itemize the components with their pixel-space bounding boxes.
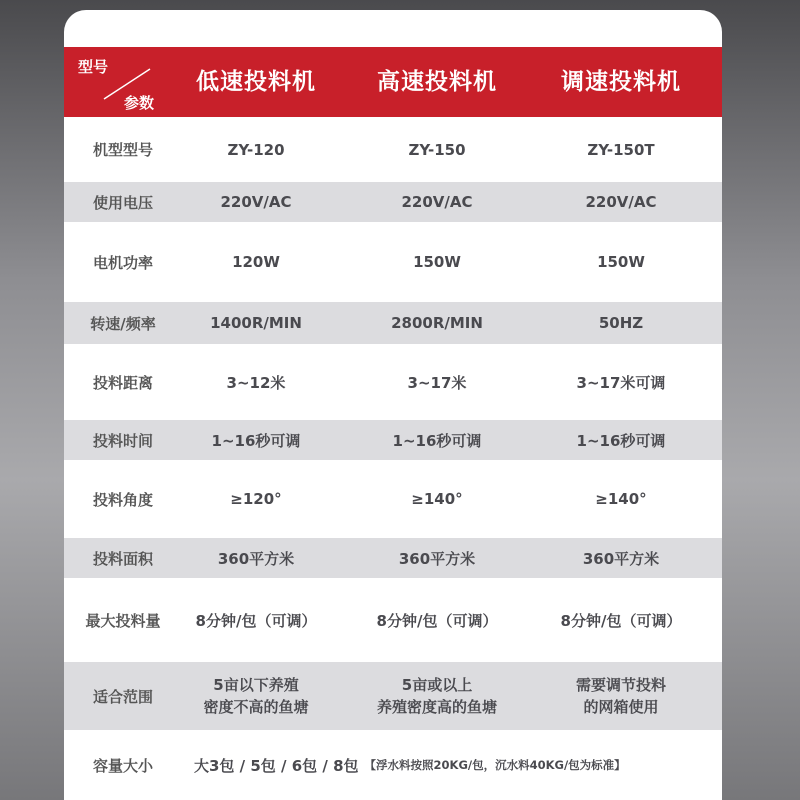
table-cell: 1~16秒可调 (211, 431, 301, 450)
table-cell: 8分钟/包（可调） (560, 611, 682, 630)
table-cell: 150W (597, 253, 645, 271)
table-cell: 220V/AC (220, 193, 292, 211)
table-cell: 120W (232, 253, 280, 271)
table-row-time (64, 420, 722, 460)
table-cell: 1~16秒可调 (576, 431, 666, 450)
spec-table-card (64, 10, 722, 800)
header-adjustable-speed: 调速投料机 (561, 69, 681, 95)
table-cell: ZY-120 (227, 140, 285, 159)
cell-line: 需要调节投料 (575, 676, 666, 694)
row-label: 容量大小 (92, 756, 153, 775)
cell-line: 5亩以下养殖 (213, 676, 299, 694)
cell-line: 的网箱使用 (583, 698, 659, 716)
table-header (64, 47, 722, 117)
table-cell: 360平方米 (217, 549, 295, 568)
cell-line: 5亩或以上 (401, 676, 473, 694)
table-row-speed (64, 302, 722, 344)
row-label: 使用电压 (92, 193, 153, 212)
table-cell (352, 662, 522, 730)
table-cell: 360平方米 (398, 549, 476, 568)
row-label: 投料距离 (92, 373, 153, 392)
header-corner-model: 型号 (78, 58, 109, 76)
table-row-voltage (64, 182, 722, 222)
table-cell: 360平方米 (582, 549, 660, 568)
table-cell: ≥120° (230, 490, 282, 508)
capacity-note: 【浮水料按照20KG/包，沉水料40KG/包为标准】 (364, 758, 626, 772)
table-row-angle (64, 460, 722, 538)
row-label: 投料角度 (92, 490, 153, 509)
table-row-capacity (64, 730, 722, 800)
table-cell: 220V/AC (401, 193, 473, 211)
cell-line: 密度不高的鱼塘 (203, 698, 309, 716)
table-cell: 1~16秒可调 (392, 431, 482, 450)
row-label: 适合范围 (92, 687, 153, 706)
table-cell: ≥140° (595, 490, 647, 508)
table-cell: 8分钟/包（可调） (195, 611, 317, 630)
table-cell: 50HZ (598, 314, 644, 332)
table-cell (182, 662, 330, 730)
table-row-model (64, 117, 722, 182)
table-cell (536, 662, 706, 730)
row-label: 转速/频率 (90, 314, 156, 333)
table-cell: 3~17米 (407, 373, 467, 392)
row-label: 电机功率 (92, 253, 153, 272)
table-cell: 2800R/MIN (391, 314, 483, 332)
header-high-speed: 高速投料机 (377, 69, 497, 95)
row-label: 投料面积 (92, 549, 153, 568)
table-row-scope (64, 662, 722, 730)
header-corner-cell (64, 47, 182, 117)
cell-line: 养殖密度高的鱼塘 (376, 698, 497, 716)
table-cell: 8分钟/包（可调） (376, 611, 498, 630)
capacity-cell (194, 730, 714, 800)
row-label: 机型型号 (92, 141, 153, 159)
header-corner-params: 参数 (124, 94, 155, 112)
row-label: 投料时间 (92, 431, 153, 450)
table-cell: ZY-150T (587, 140, 655, 159)
table-row-max-feed (64, 578, 722, 662)
table-row-power (64, 222, 722, 302)
table-cell: 3~17米可调 (576, 373, 666, 392)
table-cell: 150W (413, 253, 461, 271)
table-row-area (64, 538, 722, 578)
table-cell: 3~12米 (226, 373, 286, 392)
table-cell: 220V/AC (585, 193, 657, 211)
table-cell: ≥140° (411, 490, 463, 508)
header-low-speed: 低速投料机 (196, 69, 316, 95)
capacity-sizes: 大3包 / 5包 / 6包 / 8包 (194, 756, 359, 775)
table-cell: 1400R/MIN (210, 314, 302, 332)
table-row-distance (64, 344, 722, 420)
row-label: 最大投料量 (85, 611, 161, 630)
table-cell: ZY-150 (408, 140, 466, 159)
